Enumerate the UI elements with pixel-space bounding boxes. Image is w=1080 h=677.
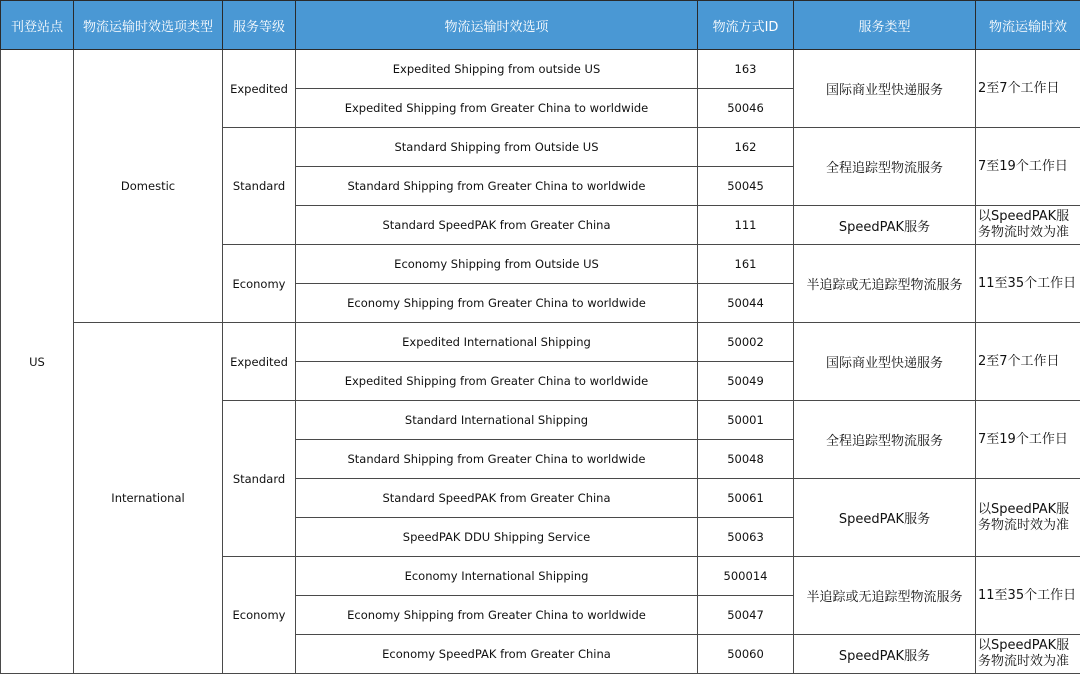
service-type-cell: 全程追踪型物流服务 [794,401,976,479]
method-id-cell: 50002 [698,323,794,362]
transit-time-cell: 以SpeedPAK服务物流时效为准 [976,206,1080,245]
service-type-cell: SpeedPAK服务 [794,479,976,557]
service-level-cell: Economy [223,245,296,323]
method-id-cell: 50046 [698,89,794,128]
transit-time-cell: 以SpeedPAK服务物流时效为准 [976,635,1080,674]
method-id-cell: 50061 [698,479,794,518]
method-id-cell: 50001 [698,401,794,440]
service-level-cell: Standard [223,401,296,557]
option-cell: Economy Shipping from Greater China to worldwide [296,596,698,635]
option-cell: SpeedPAK DDU Shipping Service [296,518,698,557]
option-cell: Expedited International Shipping [296,323,698,362]
option-cell: Standard Shipping from Greater China to worldwide [296,167,698,206]
service-level-cell: Expedited [223,323,296,401]
transit-time-cell: 11至35个工作日 [976,245,1080,323]
transit-time-cell: 2至7个工作日 [976,323,1080,401]
header-service-type: 服务类型 [794,1,976,50]
transit-time-cell: 7至19个工作日 [976,128,1080,206]
option-cell: Economy Shipping from Outside US [296,245,698,284]
header-transit-time: 物流运输时效 [976,1,1080,50]
method-id-cell: 50049 [698,362,794,401]
service-type-cell: 国际商业型快递服务 [794,50,976,128]
method-id-cell: 500014 [698,557,794,596]
service-level-cell: Economy [223,557,296,674]
method-id-cell: 50048 [698,440,794,479]
transit-time-cell: 7至19个工作日 [976,401,1080,479]
header-service-level: 服务等级 [223,1,296,50]
service-type-cell: 国际商业型快递服务 [794,323,976,401]
header-option-type: 物流运输时效选项类型 [74,1,223,50]
service-level-cell: Expedited [223,50,296,128]
method-id-cell: 111 [698,206,794,245]
service-type-cell: 半追踪或无追踪型物流服务 [794,557,976,635]
method-id-cell: 50060 [698,635,794,674]
method-id-cell: 162 [698,128,794,167]
method-id-cell: 50044 [698,284,794,323]
header-method-id: 物流方式ID [698,1,794,50]
option-cell: Standard Shipping from Outside US [296,128,698,167]
service-type-cell: 半追踪或无追踪型物流服务 [794,245,976,323]
option-cell: Economy International Shipping [296,557,698,596]
option-type-domestic: Domestic [74,50,223,323]
option-cell: Economy SpeedPAK from Greater China [296,635,698,674]
table-row [1,50,1080,89]
method-id-cell: 161 [698,245,794,284]
service-type-cell: 全程追踪型物流服务 [794,128,976,206]
option-cell: Standard International Shipping [296,401,698,440]
service-type-cell: SpeedPAK服务 [794,206,976,245]
option-cell: Standard SpeedPAK from Greater China [296,206,698,245]
option-cell: Expedited Shipping from outside US [296,50,698,89]
service-level-cell: Standard [223,128,296,245]
method-id-cell: 163 [698,50,794,89]
option-cell: Standard SpeedPAK from Greater China [296,479,698,518]
option-type-international: International [74,323,223,674]
header-site: 刊登站点 [1,1,74,50]
option-cell: Expedited Shipping from Greater China to worldwide [296,89,698,128]
header-row [1,1,1080,50]
transit-time-cell: 11至35个工作日 [976,557,1080,635]
header-option: 物流运输时效选项 [296,1,698,50]
option-cell: Economy Shipping from Greater China to worldwide [296,284,698,323]
method-id-cell: 50063 [698,518,794,557]
site-cell: US [1,50,74,674]
service-type-cell: SpeedPAK服务 [794,635,976,674]
table-row [1,323,1080,362]
method-id-cell: 50045 [698,167,794,206]
option-cell: Expedited Shipping from Greater China to worldwide [296,362,698,401]
transit-time-cell: 2至7个工作日 [976,50,1080,128]
method-id-cell: 50047 [698,596,794,635]
transit-time-cell: 以SpeedPAK服务物流时效为准 [976,479,1080,557]
option-cell: Standard Shipping from Greater China to worldwide [296,440,698,479]
